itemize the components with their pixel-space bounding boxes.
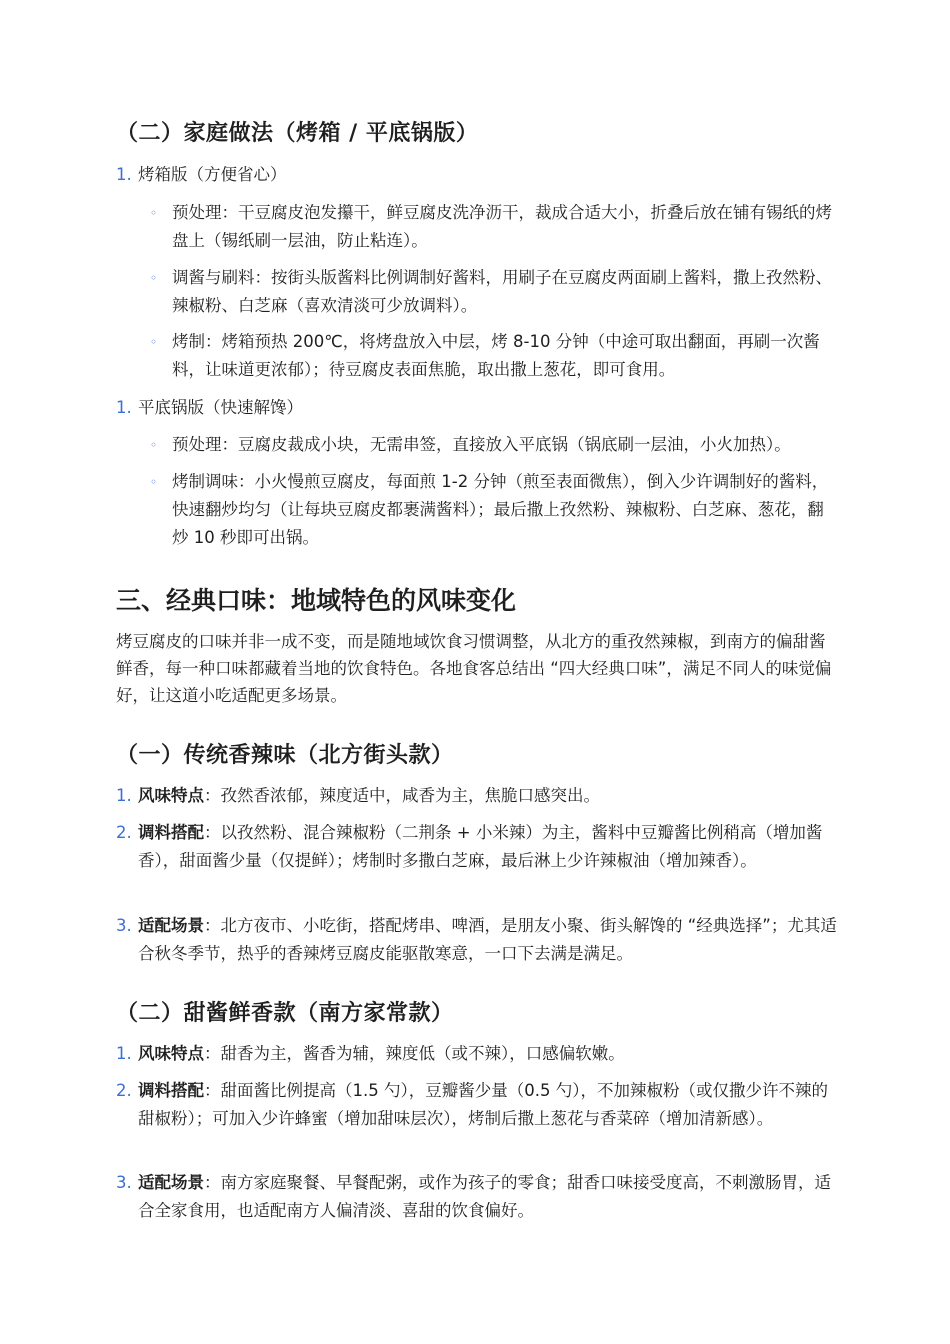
bullet-text: 预处理：豆腐皮裁成小块，无需串签，直接放入平底锅（锅底刷一层油，小火加热）。 xyxy=(172,435,791,454)
item-text xyxy=(138,1077,838,1132)
list-number: 2. xyxy=(116,1081,132,1100)
pan-bullet-1 xyxy=(150,431,838,459)
sweet-item-3 xyxy=(116,1169,838,1224)
section-intro: 烤豆腐皮的口味并非一成不变，而是随地域饮食习惯调整，从北方的重孜然辣椒，到南方的偏甜酱鲜香，每一种口味都藏着当地的饮食特色。各地食客总结出 “四大经典口味”，满足不同人的味觉偏好，让这道小吃适配更多场景。 xyxy=(116,632,832,705)
item-text xyxy=(138,819,838,874)
item-body: ：以孜然粉、混合辣椒粉（二荆条 + 小米辣）为主，酱料中豆瓣酱比例稍高（增加酱香），甜面酱少量（仅提鲜）；烤制时多撒白芝麻，最后淋上少许辣椒油（增加辣香）。 xyxy=(138,823,823,870)
bullet-text: 调酱与刷料：按街头版酱料比例调制好酱料，用刷子在豆腐皮两面刷上酱料，撒上孜然粉、辣椒粉、白芝麻（喜欢清淡可少放调料）。 xyxy=(172,268,832,315)
spicy-heading: （一）传统香辣味（北方街头款） xyxy=(116,743,454,768)
oven-version-item xyxy=(116,161,838,189)
bullet-circle-icon: ◦ xyxy=(150,475,158,489)
list-number: 1. xyxy=(116,786,132,805)
item-body: ：甜面酱比例提高（1.5 勺），豆瓣酱少量（0.5 勺），不加辣椒粉（或仅撒少许不辣的甜椒粉）；可加入少许蜂蜜（增加甜味层次），烤制后撒上葱花与香菜碎（增加清新感）。 xyxy=(138,1081,828,1128)
spicy-item-1 xyxy=(116,782,838,810)
item-label: 风味特点 xyxy=(138,786,204,805)
item-label: 适配场景 xyxy=(138,916,204,935)
item-label: 调料搭配 xyxy=(138,823,204,842)
list-number: 3. xyxy=(116,916,132,935)
item-text xyxy=(138,912,838,967)
oven-bullet-3 xyxy=(150,328,838,384)
oven-bullet-2 xyxy=(150,264,838,320)
sweet-item-1 xyxy=(116,1040,838,1068)
oven-version-title: 烤箱版（方便省心） xyxy=(138,165,287,184)
list-number: 1. xyxy=(116,165,132,184)
item-label: 风味特点 xyxy=(138,1044,204,1063)
item-body: ：甜香为主，酱香为辅，辣度低（或不辣），口感偏软嫩。 xyxy=(204,1044,625,1063)
list-number: 3. xyxy=(116,1173,132,1192)
bullet-circle-icon: ◦ xyxy=(150,438,158,452)
bullet-text: 预处理：干豆腐皮泡发攥干，鲜豆腐皮洗净沥干，裁成合适大小，折叠后放在铺有锡纸的烤盘上（锡纸刷一层油，防止粘连）。 xyxy=(172,203,832,250)
bullet-circle-icon: ◦ xyxy=(150,335,158,349)
list-number: 1. xyxy=(116,398,132,417)
section-heading: 三、经典口味：地域特色的风味变化 xyxy=(116,586,517,615)
sweet-heading: （二）甜酱鲜香款（南方家常款） xyxy=(116,1001,454,1026)
pan-bullet-2 xyxy=(150,468,838,552)
sweet-item-2 xyxy=(116,1077,838,1132)
bullet-text: 烤制：烤箱预热 200℃，将烤盘放入中层，烤 8-10 分钟（中途可取出翻面，再刷一次酱料，让味道更浓郁）；待豆腐皮表面焦脆，取出撒上葱花，即可食用。 xyxy=(172,332,820,379)
item-text xyxy=(138,1169,838,1224)
pan-version-item xyxy=(116,394,838,422)
item-body: ：南方家庭聚餐、早餐配粥，或作为孩子的零食；甜香口味接受度高，不刺激肠胃，适合全家食用，也适配南方人偏清淡、喜甜的饮食偏好。 xyxy=(138,1173,831,1220)
item-text xyxy=(138,1040,838,1068)
bullet-circle-icon: ◦ xyxy=(150,271,158,285)
bullet-circle-icon: ◦ xyxy=(150,206,158,220)
bullet-text: 烤制调味：小火慢煎豆腐皮，每面煎 1-2 分钟（煎至表面微焦），倒入少许调制好的酱料，快速翻炒均匀（让每块豆腐皮都裹满酱料）；最后撒上孜然粉、辣椒粉、白芝麻、葱花，翻炒 10 秒即可出锅。 xyxy=(172,472,829,547)
oven-bullet-1 xyxy=(150,199,838,255)
item-body: ：孜然香浓郁，辣度适中，咸香为主，焦脆口感突出。 xyxy=(204,786,600,805)
item-text xyxy=(138,782,838,810)
item-label: 适配场景 xyxy=(138,1173,204,1192)
list-number: 1. xyxy=(116,1044,132,1063)
spicy-item-3 xyxy=(116,912,838,967)
home-method-heading: （二）家庭做法（烤箱 / 平底锅版） xyxy=(116,121,479,146)
pan-version-title: 平底锅版（快速解馋） xyxy=(138,398,303,417)
list-number: 2. xyxy=(116,823,132,842)
item-label: 调料搭配 xyxy=(138,1081,204,1100)
spicy-item-2 xyxy=(116,819,838,874)
item-body: ：北方夜市、小吃街，搭配烤串、啤酒，是朋友小聚、街头解馋的 “经典选择”；尤其适合秋冬季节，热乎的香辣烤豆腐皮能驱散寒意，一口下去满是满足。 xyxy=(138,916,837,963)
